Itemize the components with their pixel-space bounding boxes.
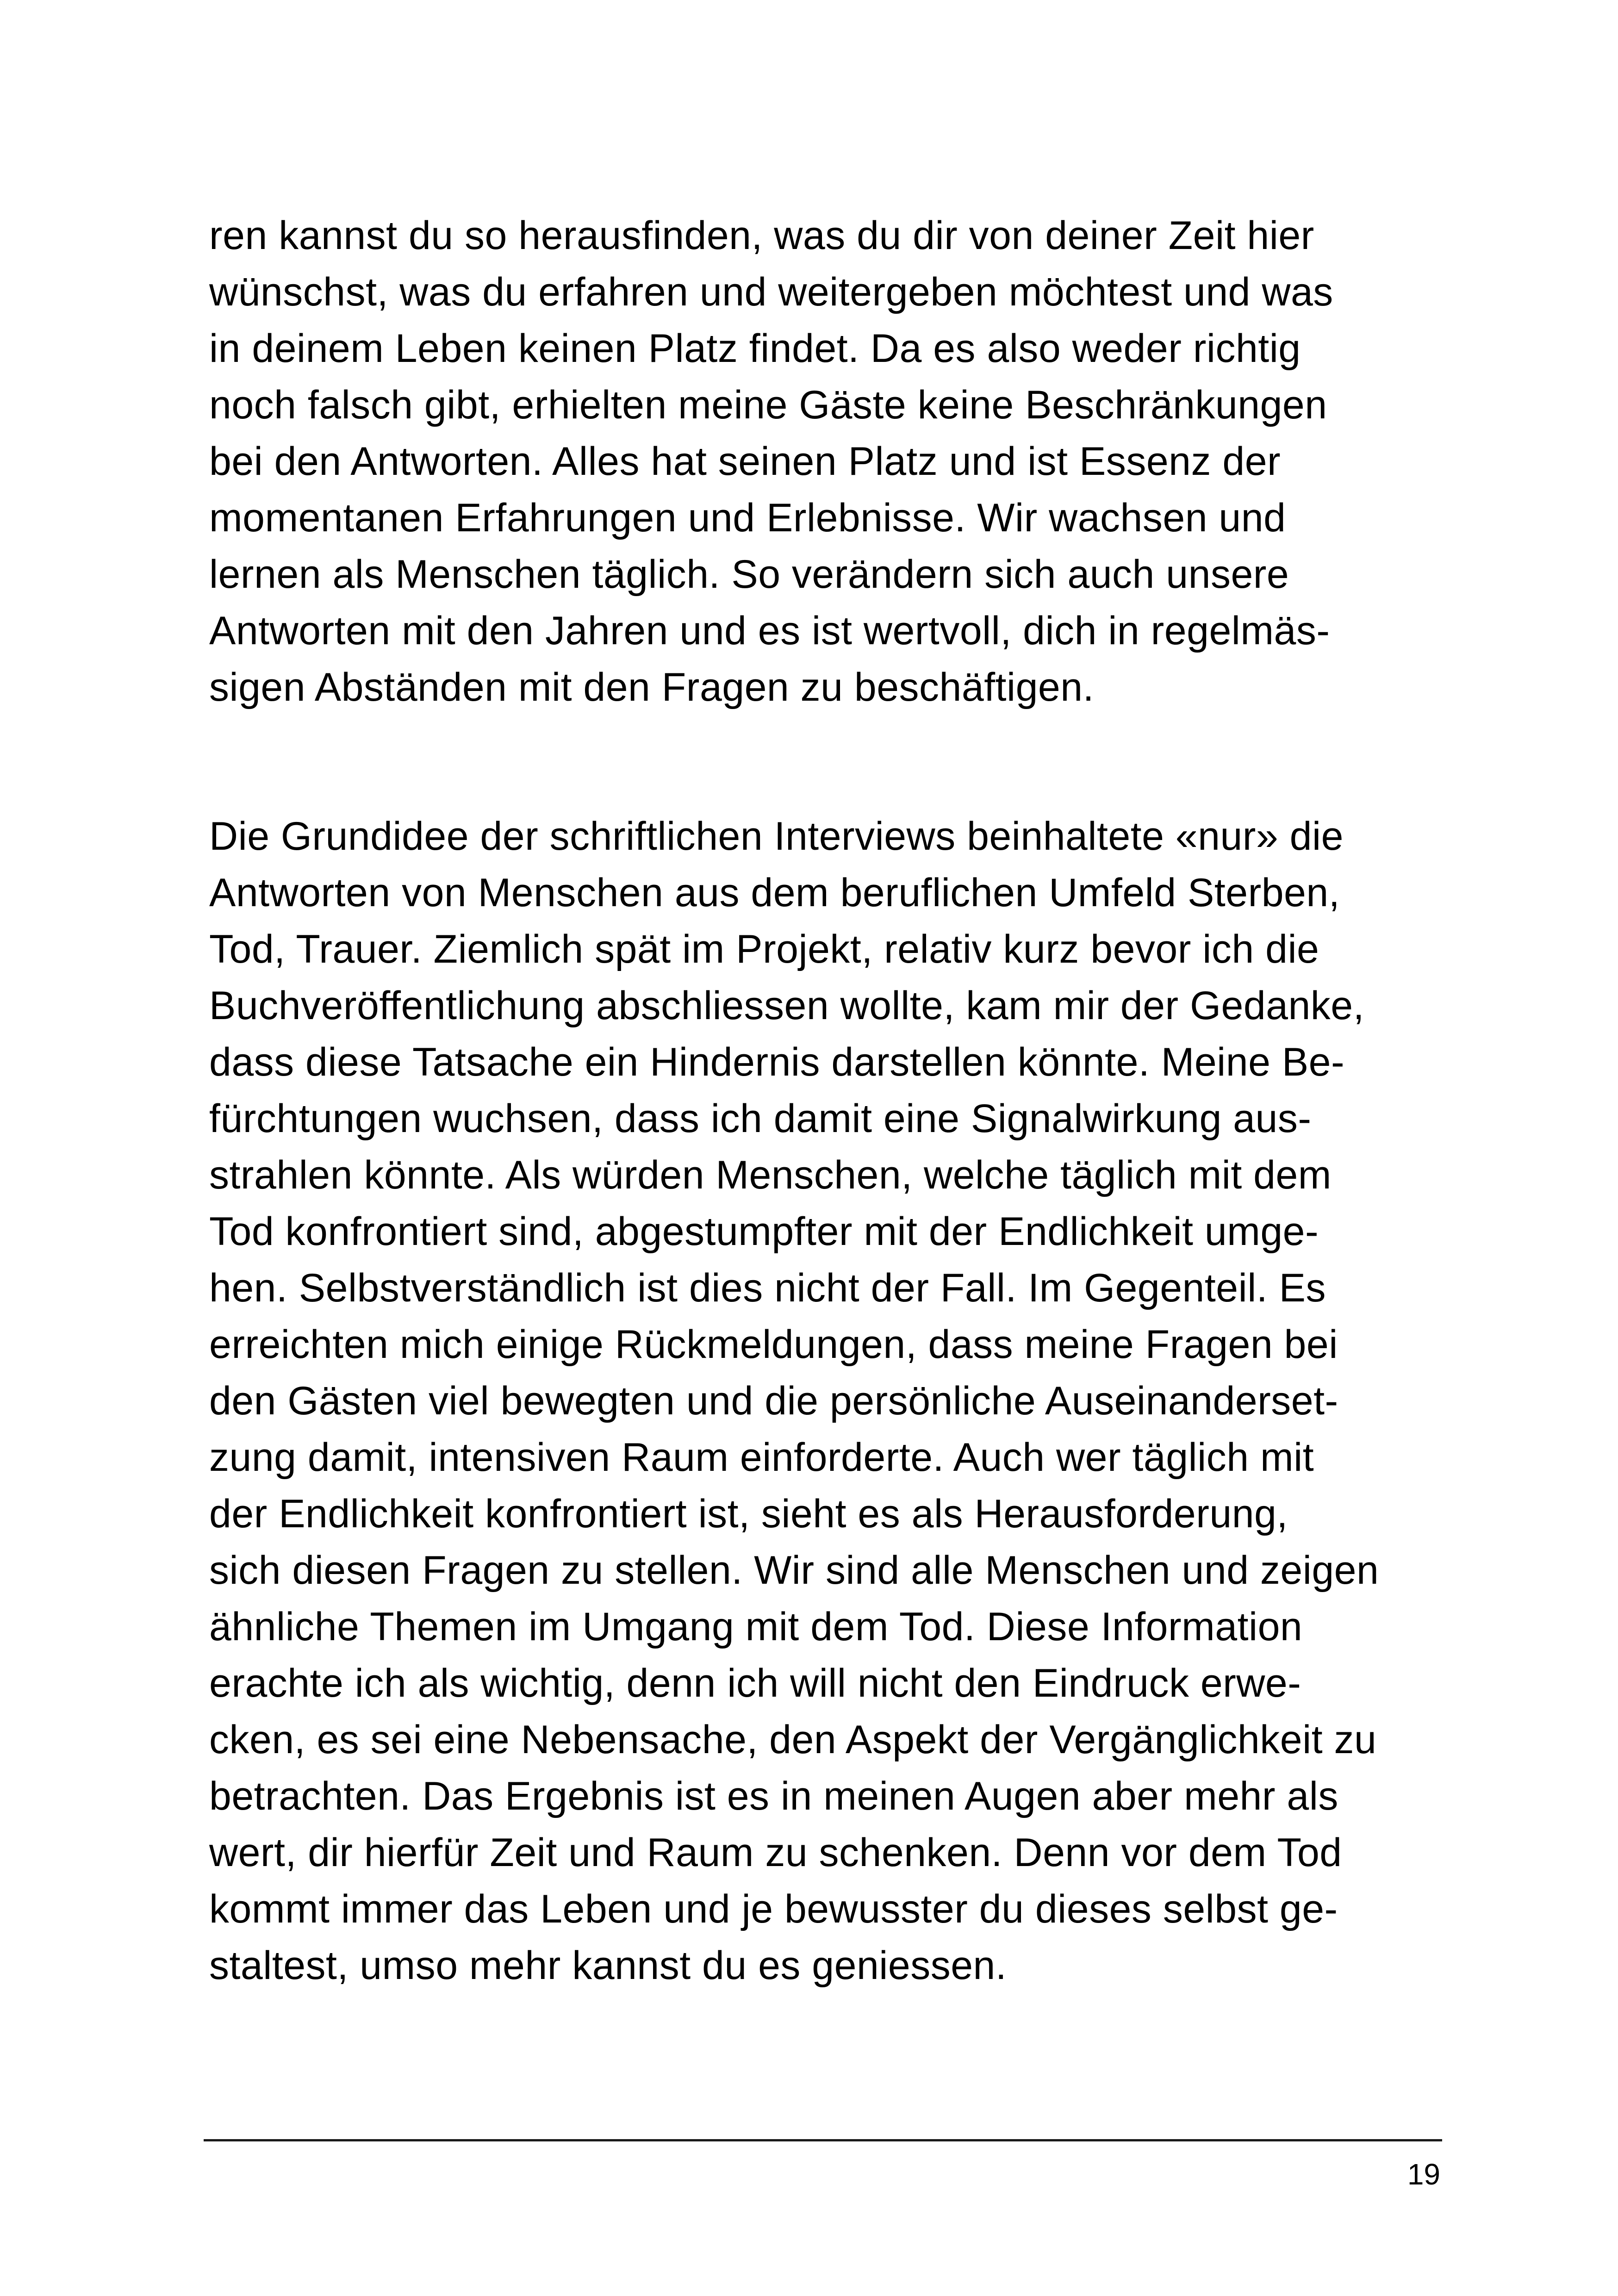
text-line: lernen als Menschen täglich. So verändern sich auch unsere [209,552,1289,597]
text-line: Tod, Trauer. Ziemlich spät im Projekt, relativ kurz bevor ich die [209,927,1319,971]
text-line: wünschst, was du erfahren und weitergeben möchtest und was [209,270,1333,314]
text-line: sigen Abständen mit den Fragen zu beschäftigen. [209,665,1094,709]
text-line: Die Grundidee der schriftlichen Interviews beinhaltete «nur» die [209,814,1344,859]
text-line: ähnliche Themen im Umgang mit dem Tod. Diese Information [209,1605,1303,1649]
page-number: 19 [1407,2158,1440,2191]
text-line: sich diesen Fragen zu stellen. Wir sind alle Menschen und zeigen [209,1548,1379,1593]
text-line: in deinem Leben keinen Platz findet. Da es also weder richtig [209,326,1301,371]
text-line: erreichten mich einige Rückmeldungen, dass meine Fragen bei [209,1322,1338,1367]
text-line: Antworten mit den Jahren und es ist wertvoll, dich in regelmäs- [209,609,1330,653]
text-line: noch falsch gibt, erhielten meine Gäste keine Beschränkungen [209,383,1327,427]
text-line: cken, es sei eine Nebensache, den Aspekt der Vergänglichkeit zu [209,1717,1377,1762]
text-line: staltest, umso mehr kannst du es geniessen. [209,1943,1007,1988]
text-line: zung damit, intensiven Raum einforderte. Auch wer täglich mit [209,1435,1314,1480]
text-line: strahlen könnte. Als würden Menschen, welche täglich mit dem [209,1153,1332,1197]
text-line: momentanen Erfahrungen und Erlebnisse. Wir wachsen und [209,496,1286,540]
text-line: den Gästen viel bewegten und die persönliche Auseinanderset- [209,1379,1338,1423]
text-line: ren kannst du so herausfinden, was du dir von deiner Zeit hier [209,213,1314,258]
text-line: Tod konfrontiert sind, abgestumpfter mit der Endlichkeit umge- [209,1209,1319,1254]
text-line: fürchtungen wuchsen, dass ich damit eine Signalwirkung aus- [209,1096,1312,1141]
text-line: Buchveröffentlichung abschliessen wollte, kam mir der Gedanke, [209,983,1365,1028]
text-line: kommt immer das Leben und je bewusster du dieses selbst ge- [209,1887,1338,1931]
text-line: bei den Antworten. Alles hat seinen Platz und ist Essenz der [209,439,1281,484]
footer-divider [204,2139,1442,2141]
text-line: der Endlichkeit konfrontiert ist, sieht es als Herausforderung, [209,1492,1288,1536]
text-line: dass diese Tatsache ein Hindernis darstellen könnte. Meine Be- [209,1040,1345,1084]
text-line: Antworten von Menschen aus dem beruflichen Umfeld Sterben, [209,871,1340,915]
paragraph-2 [209,808,1450,1994]
text-line: betrachten. Das Ergebnis ist es in meinen Augen aber mehr als [209,1774,1338,1818]
text-line: erachte ich als wichtig, denn ich will nicht den Eindruck erwe- [209,1661,1301,1705]
paragraph-1 [209,207,1450,716]
text-line: wert, dir hierfür Zeit und Raum zu schenken. Denn vor dem Tod [209,1830,1342,1875]
text-line: hen. Selbstverständlich ist dies nicht der Fall. Im Gegenteil. Es [209,1266,1326,1310]
